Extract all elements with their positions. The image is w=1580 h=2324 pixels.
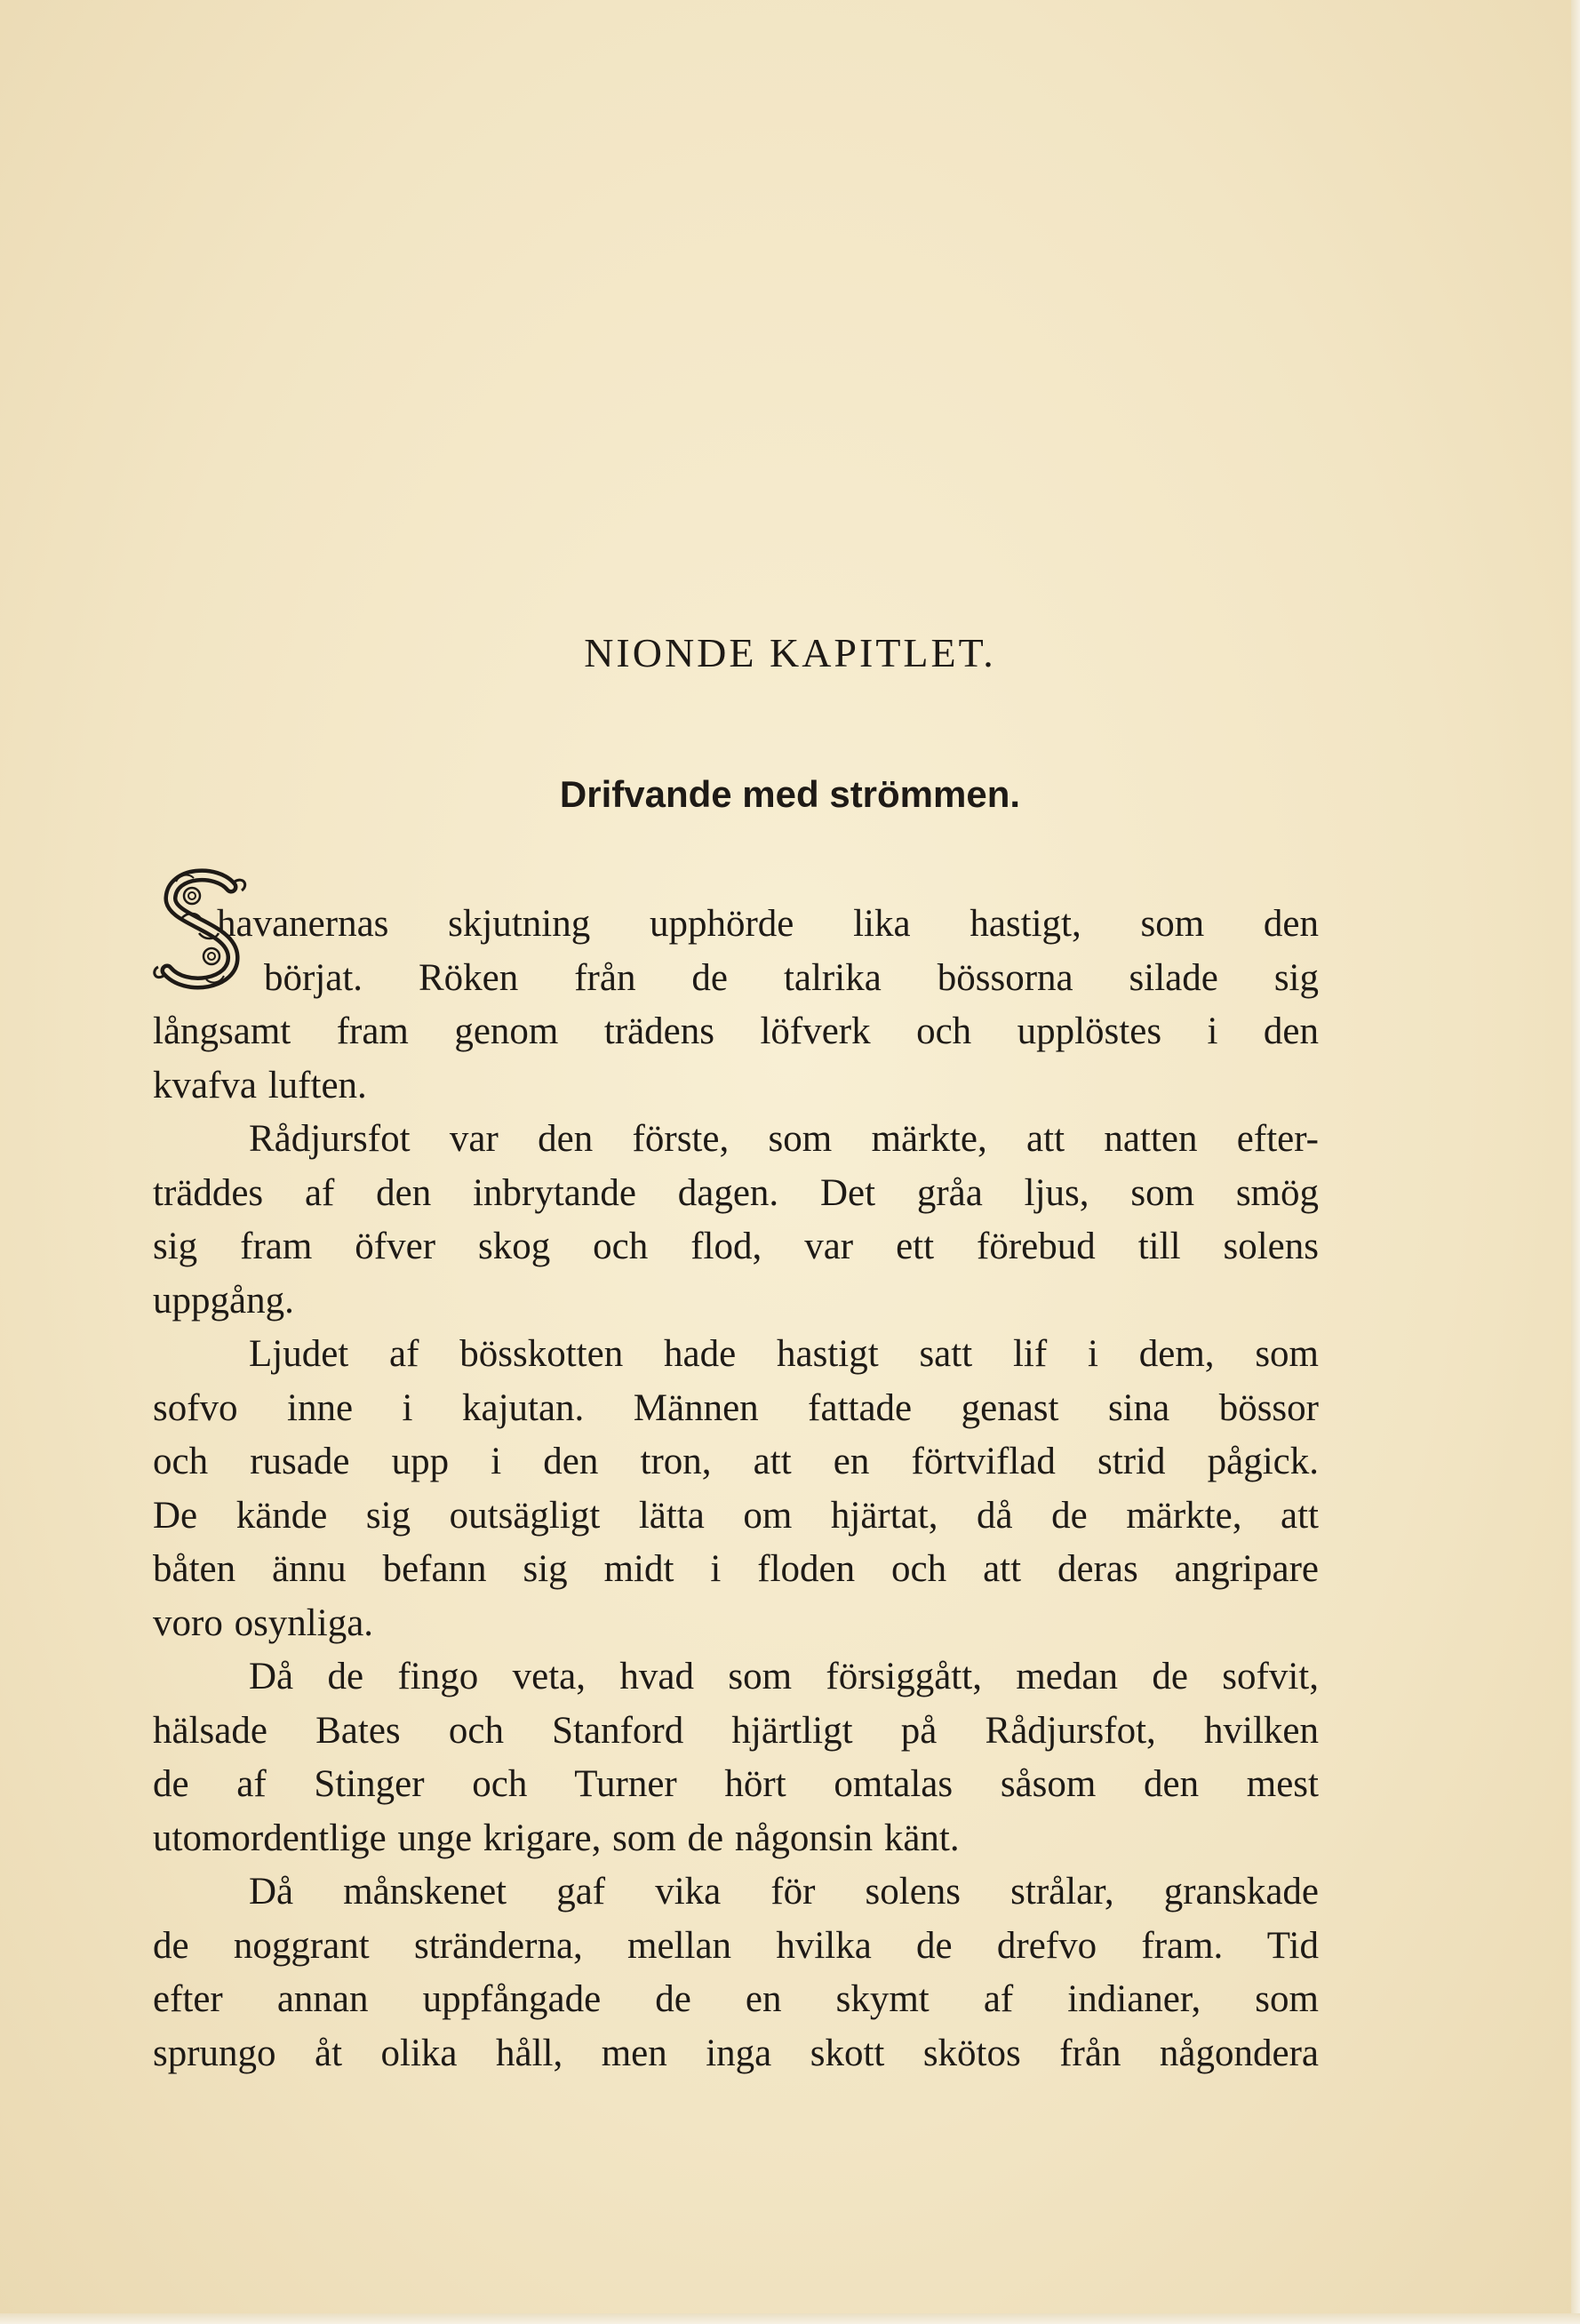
text-line: sofvo inne i kajutan. Männen fattade genast sina bössor — [153, 1386, 1319, 1429]
text-line: de noggrant stränderna, mellan hvilka de drefvo fram. Tid — [153, 1924, 1319, 1967]
text-line: Då månskenet gaf vika för solens strålar, granskade — [249, 1871, 1319, 1913]
text-line: Ljudet af bösskotten hade hastigt satt lif i dem, som — [249, 1333, 1319, 1375]
text-line: kvafva luften. — [153, 1064, 367, 1106]
text-line: sprungo åt olika håll, men inga skott skötos från någondera — [153, 2032, 1319, 2074]
text-line: börjat. Röken från de talrika bössorna silade sig — [264, 956, 1319, 999]
text-line: båten ännu befann sig midt i floden och att deras angripare — [153, 1548, 1319, 1590]
text-line: långsamt fram genom trädens löfverk och upplöstes i den — [153, 1010, 1319, 1052]
text-line: och rusade upp i den tron, att en förtviflad strid pågick. — [153, 1441, 1319, 1482]
text-line: efter annan uppfångade de en skymt af indianer, som — [153, 1978, 1319, 2020]
ornamental-dropcap-icon — [146, 831, 261, 995]
page-edge — [0, 2313, 1580, 2324]
text-line: uppgång. — [153, 1279, 294, 1322]
text-line: Då de fingo veta, hvad som försiggått, medan de sofvit, — [249, 1656, 1319, 1697]
text-line: voro osynliga. — [153, 1601, 374, 1644]
body-text — [146, 831, 1319, 2080]
text-line: havanernas skjutning upphörde lika hastigt, som den — [217, 903, 1319, 945]
text-line: träddes af den inbrytande dagen. Det gråa ljus, som smög — [153, 1171, 1319, 1214]
chapter-heading: NIONDE KAPITLET. — [584, 630, 996, 675]
dropcap-letter: S — [146, 831, 167, 873]
text-line: Rådjursfot var den förste, som märkte, att natten efter- — [249, 1118, 1319, 1160]
text-line: sig fram öfver skog och flod, var ett förebud till solens — [153, 1226, 1319, 1267]
text-line: utomordentlige unge krigare, som de någonsin känt. — [153, 1817, 960, 1859]
page-edge — [1571, 0, 1580, 2324]
text-line: hälsade Bates och Stanford hjärtligt på Rådjursfot, hvilken — [153, 1709, 1319, 1752]
text-line: de af Stinger och Turner hört omtalas såsom den mest — [153, 1763, 1319, 1805]
text-line: De kände sig outsägligt lätta om hjärtat, då de märkte, att — [153, 1494, 1319, 1537]
chapter-title: Drifvande med strömmen. — [559, 773, 1021, 815]
